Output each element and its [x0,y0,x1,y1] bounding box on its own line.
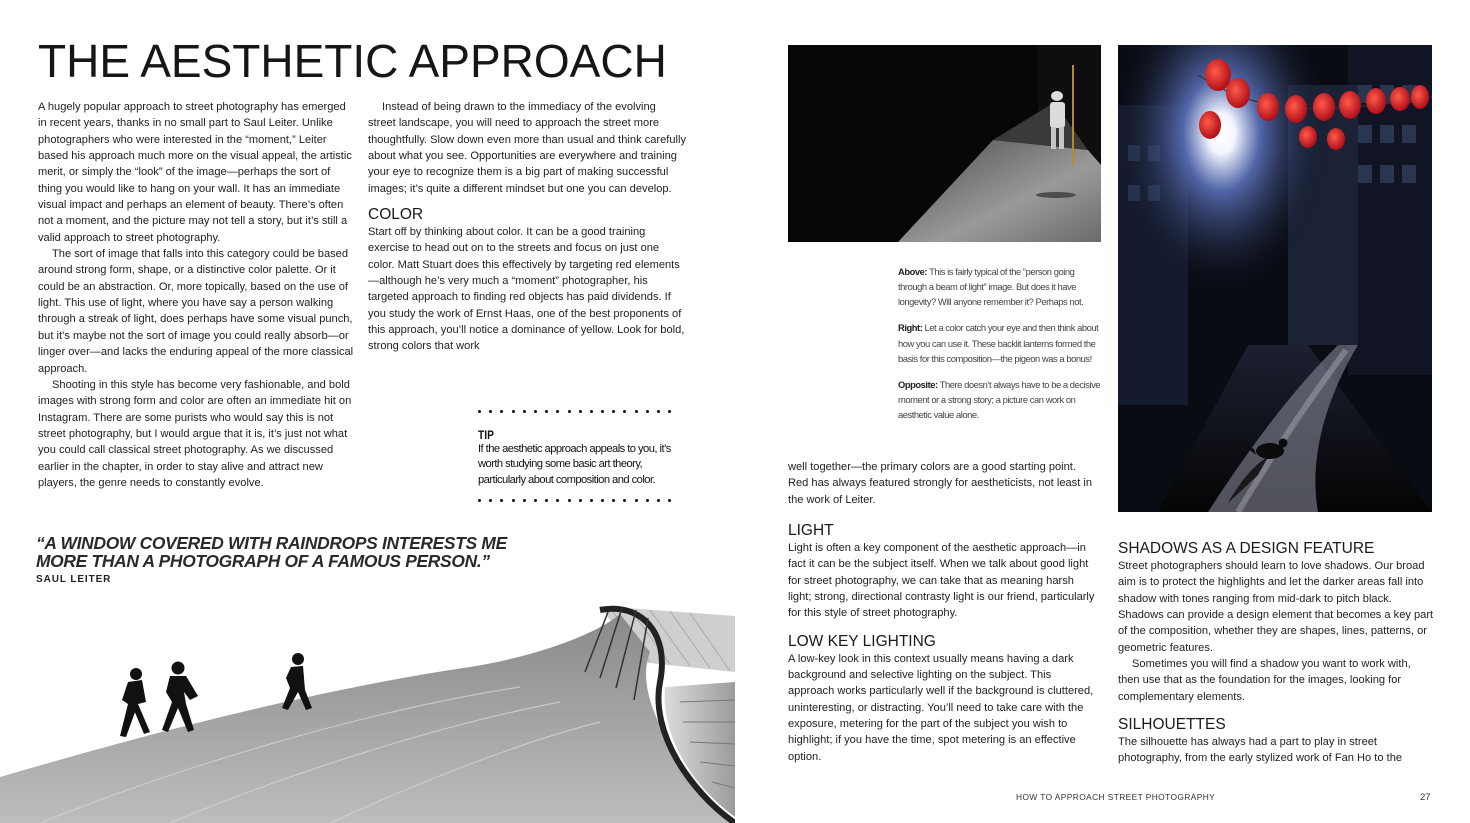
paragraph: Sometimes you will find a shadow you want to work with, then use that as the foundation for the images, looking for complementary elements. [1118,658,1411,703]
caption-opposite: Opposite: There doesn’t always have to be a decisive moment or a strong story; a picture can work on aesthetic value alone. [898,378,1101,421]
pull-quote [36,534,556,585]
tip-divider-top [478,410,684,416]
page-title: THE AESTHETIC APPROACH [38,35,667,87]
section-heading-light: LIGHT [788,522,834,540]
body-column-2 [368,99,686,355]
paragraph: Light is often a key component of the aesthetic approach—in fact it can be the subject itself. When we talk about good light for street photography, we can take that as meaning harsh light; strong, directional contrasty light is our friend, particularly for this style of street photography. [788,542,1095,620]
quote-author: SAUL LEITER [36,574,112,585]
tip-box [478,428,684,488]
tip-text: If the aesthetic approach appeals to you, it’s worth studying some basic art theory, particularly about composition and color. [478,443,671,486]
paragraph: Shooting in this style has become very fashionable, and bold images with strong form and color are often an immediate hit on Instagram. There are some purists who would say this is not street photography, but I would argue that it is, it’s just not what you could call classical street photography. As we discussed earlier in the chapter, in order to stay alive and attract new players, the genre needs to constantly evolve. [38,378,352,489]
page-number: 27 [1420,792,1431,803]
section-heading-shadows: SHADOWS AS A DESIGN FEATURE [1118,540,1375,557]
section-heading-silhouettes: SILHOUETTES [1118,716,1226,734]
paragraph: well together—the primary colors are a good starting point. Red has always featured strongly for aestheticists, not least in the work of Leiter. [788,461,1093,506]
photo-captions [898,264,1104,433]
body-column-3 [788,459,1096,765]
photo-children-on-roof [0,592,735,823]
quote-text: “A WINDOW COVERED WITH RAINDROPS INTERESTS ME MORE THAN A PHOTOGRAPH OF A FAMOUS PERSON.” [36,533,507,571]
photo-person-in-light-beam [788,45,1101,242]
photo-red-lanterns-pigeon [1118,45,1432,512]
paragraph: A hugely popular approach to street photography has emerged in recent years, thanks in no small part to Saul Leiter. Unlike photographers who were interested in the “moment,” Leiter based his approach much more on the visual appeal, the artistic merit, or simply the “look” of the image—perhaps the sort of thing you would like to hang on your wall. It has an immediate visual impact and perhaps an element of beauty. There’s often not a moment, and the picture may not tell a story, but it’s still a valid approach to street photography. [38,101,352,244]
paragraph: A low-key look in this context usually means having a dark background and selective lighting on the subject. This approach works particularly well if the background is cluttered, uninteresting, or distracting. You’ll need to take care with the exposure, metering for the part of the subject you wish to highlight; if you have the time, spot metering is an effective option. [788,652,1094,763]
section-heading-low-key-lighting: LOW KEY LIGHTING [788,632,936,650]
tip-label: TIP [478,428,494,442]
section-heading-color: COLOR [368,206,424,224]
tip-divider-bottom [478,499,684,505]
photo-red-lanterns-pigeon-graphic [1118,45,1432,512]
paragraph: Street photographers should learn to love shadows. Our broad aim is to protect the highlights and let the darker areas fall into shadow with tones ranging from mid-dark to pitch black. Shadows can provide a design element that becomes a key part of the composition, whether they are shapes, lines, patterns, or geometric features. [1118,560,1434,654]
paragraph: The silhouette has always had a part to play in street photography, from the early stylized work of Fan Ho to the [1118,736,1403,765]
running-head: HOW TO APPROACH STREET PHOTOGRAPHY [1016,792,1216,802]
caption-right: Right: Let a color catch your eye and then think about how you can use it. These backlit lanterns formed the basis for this composition—the pigeon was a bonus! [898,322,1099,364]
caption-above: Above: This is fairly typical of the “person going through a beam of light” image. But does it have longevity? Will anyone remember it? Perhaps not. [898,266,1084,308]
paragraph: Start off by thinking about color. It can be a good training exercise to head out on to the streets and focus on just one color. Matt Stuart does this effectively by targeting red elements—although he’s very much a “moment” photographer, his targeted approach to finding red objects has paid dividends. If you study the work of Ernst Haas, one of the best proponents of this approach, you’ll notice a dominance of yellow. Look for bold, strong colors that work [368,226,685,353]
body-column-4 [1118,540,1434,767]
photo-person-in-light-beam-graphic [788,45,1101,242]
paragraph: The sort of image that falls into this category could be based around strong form, shape, or a distinctive color palette. Or it could be an abstraction. Or, more topically, based on the use of light. This use of light, where you have say a person walking through a streak of light, does perhaps have some visual punch, but it’s maybe not the sort of image you could really absorb—or linger over—and lacks the enduring appeal of the more classical approach. [38,248,354,375]
paragraph: Instead of being drawn to the immediacy of the evolving street landscape, you will need to approach the street more thoughtfully. Slow down even more than usual and think carefully about what you see. Opportunities are everywhere and training your eye to recognize them is a big part of making successful images; it’s quite a different mindset but one you can develop. [368,101,687,195]
photo-children-on-roof-graphic [0,592,735,823]
body-column-1 [38,99,354,491]
